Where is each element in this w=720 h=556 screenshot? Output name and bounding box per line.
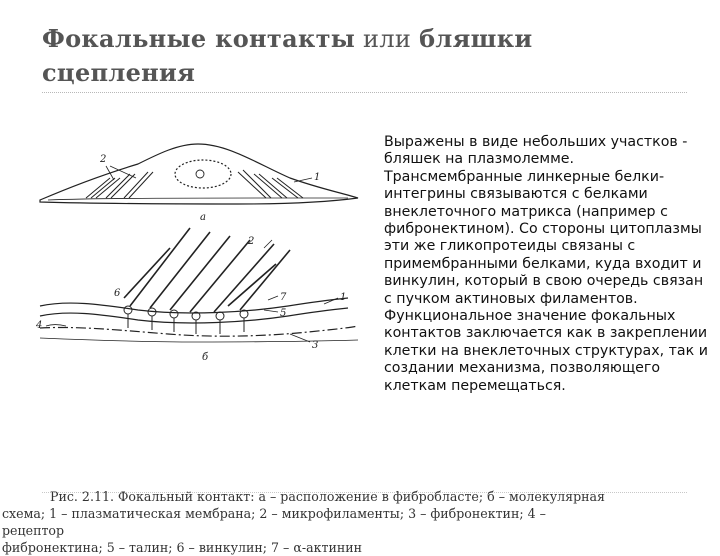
bullet-item: Трансмембранные линкерные белки- интегрины связываются с белками внеклеточного матрикса (например с фибронектином). Со стороны цитоплазмы эти же гликопротеиды связаны с примембранными белками, куда входит и винкулин, который в свою очередь связан с пучком актиновых филаментов. [368,169,713,308]
bullet-list [368,134,713,395]
label-b-5: 5 [280,308,287,319]
slide-title [42,22,562,90]
label-b-2: 2 [248,236,255,247]
label-b-letter: б [202,352,209,363]
label-b-6: 6 [114,288,121,299]
title-part-1: Фокальные контакты [42,24,356,53]
figure-caption [0,488,610,556]
label-a-1: 1 [314,172,321,183]
figure-part-a [40,144,358,204]
fibronectin-line [40,326,358,336]
actin-filaments [124,228,290,312]
label-b-3: 3 [312,340,319,351]
caption-line-2: схема; 1 – плазматическая мембрана; 2 – микрофиламенты; 3 – фибронектин; 4 – рецептор [2,506,546,538]
focal-contact-figure [28,128,368,480]
label-b-7: 7 [280,292,287,303]
stress-fibers-left [86,172,153,198]
membrane-inner [40,308,348,323]
title-part-3: бляшки сцепления [42,24,533,87]
label-a-2: 2 [100,154,107,165]
label-b-1: 1 [340,292,347,303]
title-part-2: или [355,25,420,53]
membrane-outer [40,298,348,313]
caption-line-1: Рис. 2.11. Фокальный контакт: а – расположение в фибробласте; б – молекулярная [50,489,605,504]
bullet-item: Функциональное значение фокальных контактов заключается как в закреплении клетки на внеклеточных структурах, так и создании механизма, позволяющего клеткам перемещаться. [368,308,713,395]
figure-part-b [40,228,358,342]
label-a-letter: а [200,212,206,223]
cell-outline [40,144,358,204]
bullet-item: Выражены в виде небольших участков - бляшек на плазмолемме. [368,134,713,169]
nucleus [175,160,231,188]
stress-fibers-right [238,170,303,198]
title-divider [42,92,687,93]
caption-line-3: фибронектина; 5 – талин; 6 – винкулин; 7 – α-актинин [2,540,363,555]
label-b-4: 4 [36,320,43,331]
